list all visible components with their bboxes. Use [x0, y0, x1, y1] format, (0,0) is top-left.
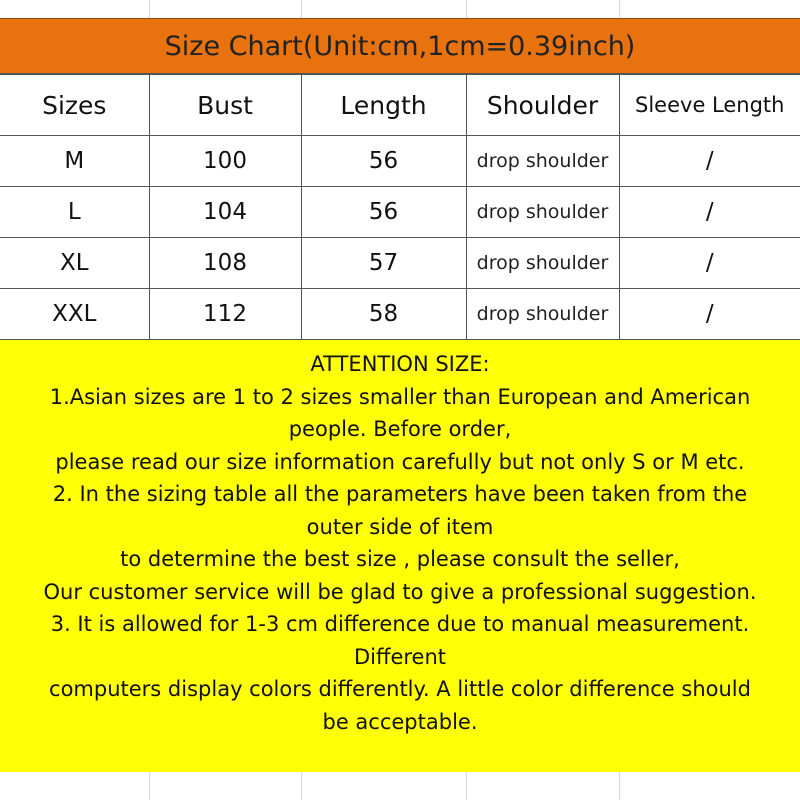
table-row — [0, 238, 800, 289]
attention-line: people. Before order, — [288, 417, 512, 441]
grid-line — [149, 772, 150, 800]
attention-line: 2. In the sizing table all the parameters have been taken from the — [52, 482, 748, 506]
cell-size: XXL — [0, 289, 149, 340]
cell-length: 56 — [301, 136, 466, 187]
header-sleeve-length: Sleeve Length — [619, 75, 800, 136]
attention-line: computers display colors differently. A little color difference should — [49, 677, 751, 701]
header-shoulder: Shoulder — [466, 75, 619, 136]
attention-line: please read our size information carefully but not only S or M etc. — [55, 449, 745, 474]
grid-line — [301, 0, 302, 18]
cell-length: 56 — [301, 187, 466, 238]
cell-bust: 108 — [149, 238, 301, 289]
cell-sleeve: / — [619, 289, 800, 340]
attention-heading: ATTENTION SIZE: — [310, 352, 490, 376]
table-row — [0, 136, 800, 187]
table-row — [0, 289, 800, 340]
cell-bust: 104 — [149, 187, 301, 238]
cell-shoulder: drop shoulder — [466, 136, 619, 187]
attention-line: to determine the best size , please consult the seller, — [120, 547, 680, 571]
attention-notice — [0, 339, 800, 772]
grid-line — [466, 0, 467, 18]
attention-line: Our customer service will be glad to give a professional suggestion. — [43, 579, 757, 604]
cell-bust: 112 — [149, 289, 301, 340]
attention-line: 1.Asian sizes are 1 to 2 sizes smaller than European and American — [49, 384, 751, 409]
size-chart-title: Size Chart(Unit:cm,1cm=0.39inch) — [0, 18, 800, 74]
attention-line: be acceptable. — [322, 709, 478, 734]
cell-length: 57 — [301, 238, 466, 289]
grid-line — [149, 0, 150, 18]
cell-sleeve: / — [619, 238, 800, 289]
grid-line — [466, 772, 467, 800]
size-table — [0, 74, 800, 340]
grid-line — [619, 0, 620, 18]
grid-line — [301, 772, 302, 800]
cell-size: XL — [0, 238, 149, 289]
cell-shoulder: drop shoulder — [466, 238, 619, 289]
cell-sleeve: / — [619, 136, 800, 187]
attention-line: outer side of item — [306, 514, 494, 539]
cell-size: M — [0, 136, 149, 187]
header-sizes: Sizes — [0, 75, 149, 136]
cell-size: L — [0, 187, 149, 238]
attention-line: Different — [353, 644, 447, 669]
cell-sleeve: / — [619, 187, 800, 238]
table-row — [0, 187, 800, 238]
cell-shoulder: drop shoulder — [466, 289, 619, 340]
cell-shoulder: drop shoulder — [466, 187, 619, 238]
cell-bust: 100 — [149, 136, 301, 187]
header-length: Length — [301, 75, 466, 136]
cell-length: 58 — [301, 289, 466, 340]
sheet-bottom-margin — [0, 772, 800, 800]
header-bust: Bust — [149, 75, 301, 136]
table-header-row — [0, 75, 800, 136]
grid-line — [619, 772, 620, 800]
attention-line: 3. It is allowed for 1-3 cm difference due to manual measurement. — [50, 612, 750, 636]
sheet-top-margin — [0, 0, 800, 18]
